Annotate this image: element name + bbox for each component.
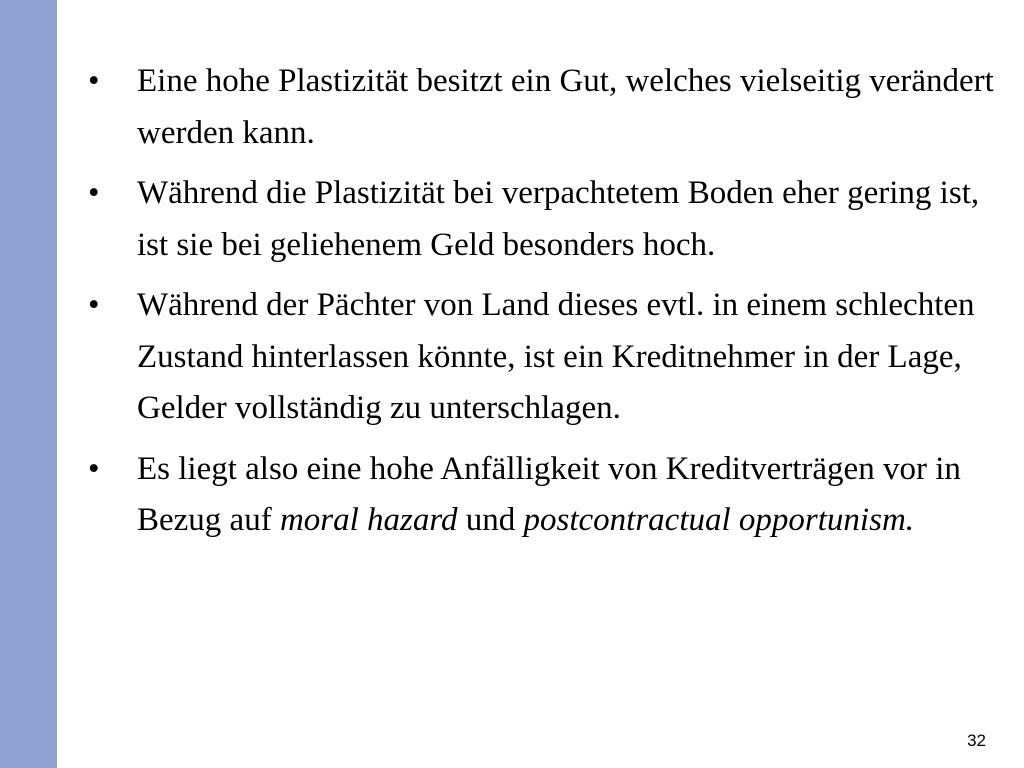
bullet-item-1 xyxy=(88,56,998,159)
bullet-text: Während der Pächter von Land dieses evtl. in einem schlechten Zustand hinterlassen könnte, ist ein Kreditnehmer in der Lage, Gelder vollständig zu unterschlagen. xyxy=(137,287,975,426)
bullet-list xyxy=(88,56,998,556)
bullet-text: Eine hohe Plastizität besitzt ein Gut, welches vielseitig verändert werden kann. xyxy=(137,63,994,151)
bullet-text: Während die Plastizität bei verpachtetem Boden eher gering ist, ist sie bei geliehenem Geld besonders hoch. xyxy=(137,175,980,263)
bullet-item-2 xyxy=(88,168,998,271)
bullet-dot-icon: • xyxy=(88,63,100,99)
side-accent-bar xyxy=(0,0,57,768)
slide-number: 32 xyxy=(967,731,986,750)
bullet-text-start: Es liegt also eine hohe Anfälligkeit von Kreditverträgen vor in Bezug auf xyxy=(137,450,961,538)
bullet-item-4 xyxy=(88,444,998,547)
italic-term-moral-hazard: moral hazard xyxy=(279,502,458,538)
bullet-text-middle: und xyxy=(457,502,524,538)
bullet-item-3 xyxy=(88,280,998,435)
italic-term-postcontractual: postcontractual opportunism. xyxy=(523,502,915,538)
bullet-dot-icon: • xyxy=(88,450,100,487)
bullet-dot-icon: • xyxy=(88,175,100,211)
bullet-dot-icon: • xyxy=(88,287,100,323)
